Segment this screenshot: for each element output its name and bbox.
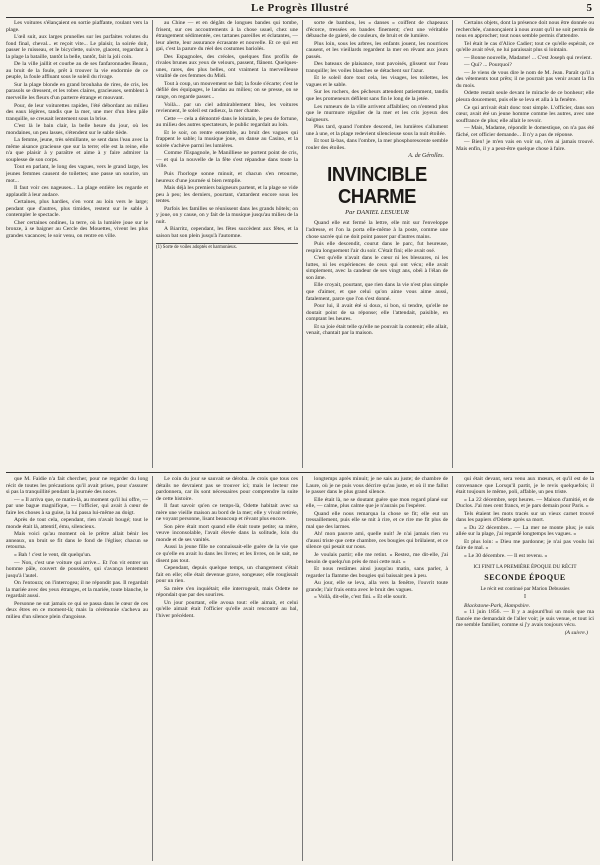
paragraph: De la ville jaillit et courbe au de ses fanfaronnades Beaux, au bruit de la foule, prêt à trouver la vie endormie de ce peuple, la foule affluant sous le soleil du rivage. — [6, 61, 148, 81]
paragraph: Et plus loin: « Dieu me pardonne; je n'ai pas voulu lui faire de mal. » — [456, 538, 594, 552]
paragraph: Cependant, depuis quelque temps, un changement s'était fait en elle; elle était devenue grave, songeuse; elle rougissait pour un rien. — [156, 565, 298, 585]
section-title: SECONDE ÉPOQUE — [484, 573, 566, 583]
footnote: (1) Sorte de voiles adoptés et harmonieux. — [156, 243, 298, 251]
paragraph: Ce qui arrivait était donc tout simple. L'officier, dans son cœur, avait été un jeune homme comme les autres, avec une souffrance de plus; elle allait le revoir. — [456, 104, 594, 124]
column-divider — [302, 20, 303, 468]
story-title: INVINCIBLE CHARME — [327, 163, 427, 208]
paragraph: Et le soleil dore tout cela, les visages, les toilettes, les vagues et le sable. — [306, 75, 448, 88]
paragraph: Quand elle nous remarqua la chose se fit; elle eut un tressaillement, puis elle se mit à rire, et ce rire me fit plus de mal que des larmes. — [306, 510, 448, 530]
bottom-column-2 — [156, 476, 298, 861]
article-signature: A. de Gérolles. — [408, 153, 444, 160]
paragraph: Cette — cela a démontré dans le lointain, le peu de fortune, au milieu des autres spectateurs, le public regardait au loin. — [156, 115, 298, 129]
paragraph: C'est là le bain clair, la belle heure du jour, où les mondaines, un peu lasses, s'étendent sur le sable tiède. — [6, 123, 148, 136]
section-subtitle: Le récit est continué par Marion Debussies — [480, 585, 570, 592]
paragraph: Et tout là-bas, dans l'ombre, la mer phosphorescente semble rouler des étoiles. — [306, 138, 448, 151]
journal-title: Le Progrès Illustré — [251, 2, 349, 14]
chapter-numeral: I — [524, 594, 526, 601]
paragraph: longtemps après minuit; je ne sais au juste; de chambre de Laure, où je ne puis vous décrire qu'au juste, et où il me fallut le passer dans le plus grand silence. — [306, 476, 448, 496]
column-divider — [302, 476, 303, 861]
paragraph: au Chine — et en dégâts de longues bandes qui tombe, frisent, sur ces accoutrements à la chose usuel, chez une étrangement sédimentée, ces tartanes pareilles et éclatantes, — leur alerte, leur assurance écrasante et nouvelle. Et ce qui est gai, c'est la parure du réel des costumes bariolés. — [156, 20, 298, 53]
paragraph: Tout en parlant, le long des vagues, vers le grand large, les jeunes femmes causent de toilettes; une passe un sourire, un mot... — [6, 164, 148, 184]
bottom-column-3 — [306, 476, 448, 861]
paragraph: Quand elle eut fermé la lettre, elle mit sur l'enveloppe l'adresse, et l'on la porta elle-même à la poste, comme une chose sacrée qui ne doit point passer par d'autres mains. — [306, 220, 448, 240]
paragraph: « Le 30 décembre. — Il est revenu. » — [464, 553, 548, 560]
paragraph: que M. Faidie n'a fait chercher, pour ne regarder du long récit de toutes les précautions qu'il avait prises, pour s'assurer si pas la tranquillité pendant la journée des noces. — [6, 476, 148, 496]
paragraph: Elle croyait, pourtant, que rien dans la vie n'est plus simple que d'aimer, et que celui qu'on aime vous aime aussi, fatalement, parce que l'on s'est donné. — [306, 282, 448, 302]
paragraph: Pour, de leur voiturettes rapides, l'été débordant au milieu des eaux légères, tandis que la mer, une mer d'un bleu pâle tranquille, se creusait lentement sous la brise. — [6, 102, 148, 122]
paragraph: Des bateaux de plaisance, tout pavoisés, glissent sur l'eau tranquille; les voiles blanches se détachent sur l'azur. — [306, 61, 448, 74]
paragraph: Pour lui, il avait été si doux, si bon, si tendre, qu'elle ne doutait point de sa réponse; elle l'attendait, paisible, en comptant les heures. — [306, 303, 448, 323]
paragraph: « Voilà, dit-elle, c'est fini. » Et elle sourit. — [314, 594, 408, 601]
location-line: Blackstone-Park, Hampshire. — [464, 602, 531, 609]
paragraph: Odette restait seule devant le miracle de ce bonheur; elle pleura doucement, puis elle se leva et alla à la fenêtre. — [456, 90, 594, 104]
paragraph: La femme, jeune, très sémillante, se sent dans l'eau avec la même aisance gracieuse que sur la terre; elle est la reine, elle n'a que plaisir à y paraître et aime à y faire admirer la souplesse de son corps. — [6, 137, 148, 163]
paragraph: Mais déjà les premiers baigneurs partent, et la plage se vide peu à peu; les derniers, pourtant, s'attardent encore sous les tentes. — [156, 185, 298, 205]
paragraph: Certains objets, dont la présence doit nous être donnée ou recherchée, s'annonçaient à nous avant qu'il ne soit permis de nous en approcher; tout nous semble permis d'attendre. — [456, 20, 594, 40]
paragraph: Personne ne sut jamais ce qui se passa dans le cœur de ces deux êtres en ce moment-là; mais la cérémonie s'acheva au milieu d'un silence plein d'angoisse. — [6, 600, 148, 620]
paragraph: Sur les rochers, des pêcheurs attendent patiemment, tandis que les promeneurs défilent sans fin le long de la jetée. — [306, 89, 448, 103]
top-column-3 — [306, 20, 448, 468]
paragraph: Puis elle descendit, courut dans le parc, fut heureuse, respira longuement l'air du soir. C'était fini; elle avait osé. — [306, 241, 448, 254]
paragraph: Sur la plage blonde en grand brouhaha de rires, de cris, les parasols se dressent, et les robes claires, gracieuses, semblent à merveille les fleurs d'un parterre étrange et mouvant. — [6, 81, 148, 102]
paragraph: Aussi la jeune fille ne connaissait-elle guère de la vie que ce qu'elle en avait lu dans les livres; et les livres, on le sait, ne disent pas tout. — [156, 544, 298, 564]
paragraph: Tout à coup, un mouvement se fait; la foule s'écarte; c'est le défilé des équipages, le landau au milieu; on se presse, on se range, on regarde passer... — [156, 80, 298, 101]
paragraph: Plus loin, sous les arbres, les enfants jouent, les nourrices causent, et les vieillards regardent la mer en rêvant aux jours passés. — [306, 40, 448, 60]
epoch-end-note: ICI FINIT LA PREMIÈRE ÉPOQUE DU RÉCIT — [473, 563, 577, 570]
paragraph: Sa mère s'en inquiétait; elle interrogeait, mais Odette ne répondait que par des sourires. — [156, 585, 298, 599]
paragraph: On l'entoura; on l'interrogea; il ne répondit pas. Il regardait la mariée avec des yeux étranges, et la mariée, toute blanche, le regardait aussi. — [6, 580, 148, 600]
top-column-2 — [156, 20, 298, 468]
column-divider — [152, 20, 153, 468]
paragraph: Des Espagnoles, des créoles, quelques fins profils de rivales brunes aux yeux de velours, passent, flânent. Quelques-unes, rares, des plus belles, ont vraiment la merveilleuse vitalité de ces femmes du Midi. — [156, 53, 298, 80]
paragraph: — Je viens de vous dire le nom de M. Jean. Paraît qu'il a des vêtements tout prêts; il ne pourrait pas venir avant la fin du mois. — [456, 69, 594, 89]
paragraph: Et nous restâmes ainsi jusqu'au matin, sans parler, à regarder la flamme des bougies qui baissait peu à peu. — [306, 566, 448, 579]
paragraph: Après de tout cela, cependant, rien n'avait bougé; tout le monde était là, attentif, ému, silencieux. — [6, 517, 148, 530]
bottom-column-4 — [456, 476, 594, 861]
paragraph: Et sa joie était telle qu'elle ne pouvait la contenir; elle allait, venait, chantait par la maison. — [306, 323, 448, 337]
paragraph: Mais voici qu'au moment où le prêtre allait bénir les anneaux, un bruit se fit dans le fond de l'église; chacun se retourna. — [6, 531, 148, 551]
to-be-continued: (A suivre.) — [564, 629, 588, 636]
paragraph: Le coin du jour se sauvait se déroba. Je crois que tous ces détails ne devraient pas se trouver ici; mais le lecteur me pardonnera, car ils sont nécessaires pour comprendre la suite de cette histoire. — [156, 476, 298, 502]
paragraph: Ah! mon pauvre ami, quelle nuit! Je n'ai jamais rien vu d'aussi triste que cette chambre, ces bougies qui brûlaient, et ce silence qui pesait sur nous. — [306, 531, 448, 551]
paragraph: « Bah ! c'est le vent, dit quelqu'un. — [14, 552, 92, 559]
section-rule — [6, 472, 594, 473]
paragraph: Les rumeurs de la ville arrivent affaiblies; on n'entend plus que le murmure régulier de la mer et les cris joyeux des baigneurs. — [306, 103, 448, 123]
paragraph: A Biarritz, cependant, les fêtes succèdent aux fêtes, et la saison bat son plein jusqu'à l'automne. — [156, 226, 298, 239]
top-column-1 — [6, 20, 148, 468]
paragraph: Au jour, elle se leva, alla vers la fenêtre, l'ouvrit toute grande; l'air frais entra avec le bruit des vagues. — [306, 580, 448, 593]
column-divider — [452, 20, 453, 468]
paragraph: Cher certaines ondines, la terre, où la lumière joue sur le bronze, à se baigner au Cercle des Mouettes, vivent les plus grandes vacances; le soir venu, on rentre en ville. — [6, 219, 148, 239]
page-number: 5 — [586, 2, 592, 14]
paragraph: — Mais, Madame, répondit le domestique, on n'a pas été fâché, cet officier demande... Il n'y a pas de réponse. — [456, 125, 594, 138]
paragraph: qui était devant, sera venu aux mœurs, et qu'il est de la convenance que Lorsqu'il partit, je le revis quelquefois; il était toujours le même, poli, affable, un peu triste. — [456, 476, 594, 496]
column-divider — [152, 476, 153, 861]
paragraph: Il faut savoir qu'en ce temps-là, Odette habitait avec sa mère une vieille maison au bord de la mer; elle y vivait retirée, ne voyant personne, lisant beaucoup et rêvant plus encore. — [156, 503, 298, 523]
paragraph: Je voulais partir; elle me retint. « Restez, me dit-elle, j'ai besoin de quelqu'un près de moi cette nuit. » — [306, 552, 448, 565]
newspaper-page — [6, 0, 594, 865]
paragraph: sorte de bambou, les « danses » coiffent de chapeaux d'écorce, tressées en bandes finement; c'est une véritable débauche de gaieté, de couleurs, de bruit et de lumière. — [306, 20, 448, 40]
story-byline: Par DANIEL LESUEUR — [345, 208, 409, 216]
page-header — [6, 2, 594, 18]
paragraph: Comme l'Espagnole, le Manilliese ne portent point de cris, — et qui la nouvelle de la fête s'est répandue dans toute la ville. — [156, 150, 298, 170]
paragraph: C'est qu'elle n'avait dans le cœur ni les blessures, ni les luttes, ni les expériences de ceux qui ont vécu; elle avait simplement, avec la candeur de ses vingt ans, obéi à l'élan de son âme. — [306, 255, 448, 281]
header-rule — [6, 17, 594, 18]
paragraph: Plus tard, quand l'ombre descend, les lumières s'allument une à une, et la plage redevient silencieuse sous la nuit étoilée. — [306, 124, 448, 137]
paragraph: — Bien! je m'en vais en voir un, n'en ai jamais trouvé. Mais enfin, il y a peut-être quelque chose à faire. — [456, 139, 594, 152]
paragraph: Voilà... par un ciel admirablement bleu, les voitures reviennent, le soleil est radieux, la mer chante. — [156, 101, 298, 115]
paragraph: « 11 juin 1856. — Il y a aujourd'hui un mois que ma fiancée me demandait de l'aller voir; je suis venue, et tout ici me semble familier, comme si j'y avais toujours vécu. — [456, 609, 594, 629]
paragraph: — Qui? ... Pourquoi? — [464, 62, 512, 69]
paragraph: Tels étaient les mots tracés sur un vieux carnet trouvé dans les papiers d'Odette après sa mort. — [456, 510, 594, 524]
paragraph: Tel était le cas d'Alice Cadier; tout ce qu'elle espérait, ce qu'elle avait rêvé, ne lui paraissait plus si lointain. — [456, 40, 594, 54]
paragraph: Un jour pourtant, elle avoua tout: elle aimait, et celui qu'elle aimait était l'officier qu'elle avait rencontré au bal, l'hiver précédent. — [156, 599, 298, 619]
bottom-column-1 — [6, 476, 148, 861]
paragraph: — « Il arriva que, ce matin-là, au moment qu'il lui offre, — par une bague magnifique, — l'officier, qui avait à cœur de faire les choses à sa guise, la lui passa lui-même au doigt. — [6, 496, 148, 516]
paragraph: Et le soir, on rentre ensemble, au bruit des vagues qui frappent le sable; la musique joue, on danse au Casino, et la soirée s'achève parmi les lumières. — [156, 129, 298, 149]
paragraph: — Bonne nouvelle, Madame! ... C'est Joseph qui revient. — [464, 54, 592, 61]
paragraph: « Du 22 décembre... — La mer ne monte plus; je suis allée sur la plage, j'ai regardé longtemps les vagues. » — [456, 524, 594, 538]
paragraph: — Non, c'est une voiture qui arrive... Et l'on vit entrer un homme pâle, couvert de poussière, qui s'avança lentement jusqu'à l'autel. — [6, 559, 148, 579]
paragraph: Il faut voir ces nageuses... La plage entière les regarde et applaudit à leur audace. — [6, 185, 148, 198]
top-column-4 — [456, 20, 594, 468]
paragraph: Son père était mort quand elle était toute petite; sa mère, veuve inconsolable, l'avait élevée dans la solitude, loin du monde et de ses vanités. — [156, 523, 298, 543]
column-divider — [452, 476, 453, 861]
paragraph: Puis l'horloge sonne minuit, et chacun s'en retourne, heureux d'une journée si bien remplie. — [156, 171, 298, 184]
paragraph: L'œil suit, aux larges prunelles sur les parfaites volutes du fond final, cheval... et reçoit vite... Le plaisir, la soirée doit, passer le ruisseau, et le bicyclette, suivre, glacent, regardant à la plage la bataille, tantôt la belle, tantôt, fait la joli coin. — [6, 34, 148, 60]
paragraph: « La 22 décembre, sept heures. — Maison d'amitié, et de Duclos. J'ai mes cent francs, et je pars demain pour Paris. » — [456, 496, 594, 510]
paragraph: Elle était là, ne se doutant guère que mon regard plané sur elle, — calme, plus calme que je n'aurais pu l'espérer. — [306, 496, 448, 510]
paragraph: Parfois les familles se réunissent dans les grands hôtels; on y joue, on y cause, on y fait de la musique jusqu'au milieu de la nuit. — [156, 205, 298, 225]
paragraph: Certaines, plus hardies, s'en vont au loin vers le large; pendant que d'autres, plus timides, restent sur le sable à contempler le spectacle. — [6, 199, 148, 219]
paragraph: Les voitures s'élançaient en sortie piaffante, roulant vers la plage. — [6, 20, 148, 33]
